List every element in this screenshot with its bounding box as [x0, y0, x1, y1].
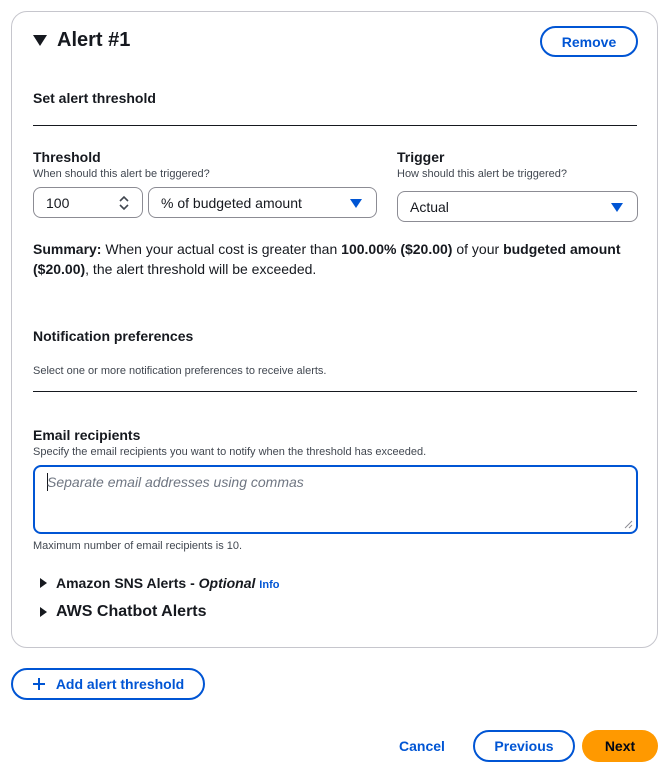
add-alert-threshold-label: Add alert threshold	[55, 676, 185, 692]
dropdown-arrow-icon	[611, 203, 623, 212]
notification-title: Notification preferences	[33, 328, 194, 344]
caret-right-icon	[40, 578, 47, 588]
email-constraint: Maximum number of email recipients is 10.	[33, 540, 243, 552]
threshold-input[interactable]	[33, 187, 143, 218]
caret-right-icon	[40, 607, 47, 617]
threshold-unit-value: % of budgeted amount	[161, 194, 302, 211]
email-recipients-input[interactable]	[33, 465, 638, 534]
divider	[33, 125, 637, 126]
info-link[interactable]: Info	[259, 579, 280, 591]
alert-header-toggle[interactable]	[33, 29, 130, 52]
email-placeholder: Separate email addresses using commas	[47, 474, 304, 490]
plus-icon	[32, 677, 46, 691]
trigger-value: Actual	[410, 198, 449, 215]
stepper-icon[interactable]	[118, 195, 130, 211]
sns-alerts-label: Amazon SNS Alerts - Optional Info	[56, 575, 280, 591]
remove-button[interactable]: Remove	[540, 26, 638, 57]
dropdown-arrow-icon	[350, 199, 362, 208]
caret-down-icon	[33, 35, 47, 46]
alert-title: Alert #1	[57, 29, 131, 51]
next-button[interactable]: Next	[582, 730, 658, 762]
threshold-unit-select[interactable]	[148, 187, 377, 218]
threshold-value: 100	[46, 194, 70, 211]
alert-card	[11, 11, 658, 648]
threshold-label: Threshold	[33, 149, 101, 165]
add-alert-threshold-button[interactable]	[11, 668, 205, 700]
divider	[33, 391, 637, 392]
trigger-select[interactable]	[397, 191, 638, 222]
sns-alerts-expander[interactable]	[40, 575, 279, 591]
threshold-summary: Summary: When your actual cost is greater than 100.00% ($20.00) of your budgeted amount ($20.00), the alert threshold will be exceeded.	[33, 241, 621, 277]
cancel-button[interactable]: Cancel	[399, 738, 445, 754]
notification-description: Select one or more notification preferences to receive alerts.	[33, 365, 327, 377]
previous-button[interactable]: Previous	[473, 730, 575, 762]
chatbot-alerts-expander[interactable]	[40, 603, 207, 621]
chatbot-alerts-label: AWS Chatbot Alerts	[56, 603, 207, 620]
email-label: Email recipients	[33, 427, 141, 443]
trigger-description: How should this alert be triggered?	[397, 168, 567, 180]
resize-handle-icon[interactable]	[624, 520, 633, 529]
email-description: Specify the email recipients you want to notify when the threshold has exceeded.	[33, 446, 427, 458]
set-threshold-title: Set alert threshold	[33, 90, 156, 106]
trigger-label: Trigger	[397, 149, 445, 165]
threshold-description: When should this alert be triggered?	[33, 168, 210, 180]
